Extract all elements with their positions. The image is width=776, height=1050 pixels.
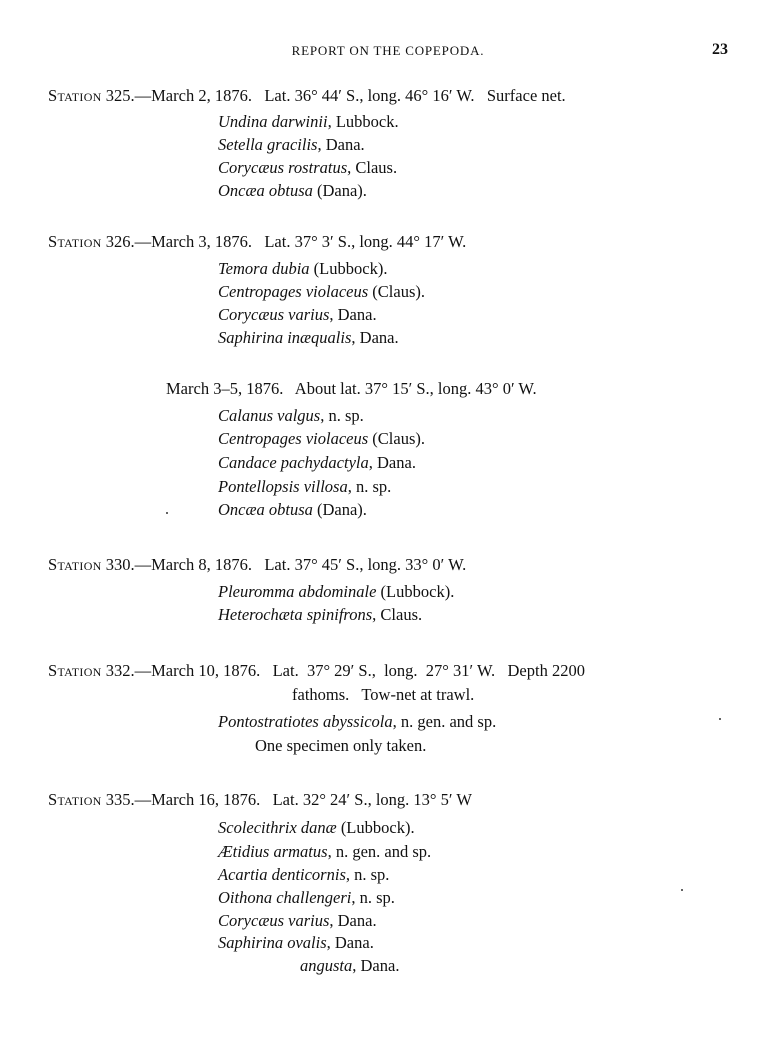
species-authority: , n. sp. xyxy=(345,865,390,884)
species-name: Oncæa obtusa xyxy=(218,181,313,200)
trawl-3-5-heading: March 3–5, 1876. About lat. 37° 15′ S., long. 43° 0′ W. xyxy=(166,379,537,398)
species-entry xyxy=(218,842,431,862)
station-number: 326. xyxy=(101,232,135,251)
station-325-heading xyxy=(48,86,566,106)
species-name: Ætidius armatus xyxy=(218,842,328,861)
species-entry xyxy=(218,888,395,908)
species-entry xyxy=(218,328,399,348)
species-authority: , n. sp. xyxy=(351,888,395,907)
species-entry xyxy=(218,818,415,838)
station-label: Station xyxy=(48,661,102,680)
species-name: Saphirina ovalis xyxy=(218,933,327,952)
station-332-details-continued: fathoms. Tow-net at trawl. xyxy=(292,685,475,704)
species-entry xyxy=(218,477,391,497)
station-details: —March 2, 1876. Lat. 36° 44′ S., long. 46° 16′ W. Surface net. xyxy=(134,86,566,105)
species-authority: , Dana. xyxy=(351,328,399,347)
station-330-heading xyxy=(48,555,466,575)
species-name: Centropages violaceus xyxy=(218,429,369,448)
species-name: Undina darwinii xyxy=(218,112,328,131)
station-label: Station xyxy=(48,86,102,105)
species-name: Corycæus varius xyxy=(218,305,330,324)
species-name: Pleuromma abdominale xyxy=(218,582,377,601)
species-name: Scolecithrix danæ xyxy=(218,818,337,837)
page-number: 23 xyxy=(712,41,728,58)
species-authority: , Dana. xyxy=(326,933,374,952)
species-name: Setella gracilis xyxy=(218,135,318,154)
species-entry xyxy=(218,282,425,302)
station-number: 330. xyxy=(101,555,135,574)
species-name: Centropages violaceus xyxy=(218,282,369,301)
species-entry xyxy=(218,453,416,473)
species-authority: (Claus). xyxy=(368,282,425,301)
station-details: —March 3, 1876. Lat. 37° 3′ S., long. 44° 17′ W. xyxy=(134,232,467,251)
species-name: Corycæus rostratus xyxy=(218,158,348,177)
species-entry xyxy=(218,305,377,325)
species-name: Pontellopsis villosa xyxy=(218,477,348,496)
species-entry xyxy=(218,112,399,132)
species-entry xyxy=(218,712,496,732)
station-number: 332. xyxy=(101,661,135,680)
variety-authority: , Dana. xyxy=(352,956,400,975)
station-details: —March 8, 1876. Lat. 37° 45′ S., long. 33° 0′ W. xyxy=(134,555,467,574)
species-name: Temora dubia xyxy=(218,259,310,278)
species-authority: , n. sp. xyxy=(320,406,364,425)
species-name: Candace pachydactyla xyxy=(218,453,369,472)
species-authority: , Dana. xyxy=(317,135,365,154)
species-authority: , n. sp. xyxy=(347,477,392,496)
species-authority: , Lubbock. xyxy=(327,112,399,131)
running-header: REPORT ON THE COPEPODA. xyxy=(291,43,485,58)
station-326-heading xyxy=(48,232,466,252)
species-authority: (Lubbock). xyxy=(376,582,455,601)
species-name: Oncæa obtusa xyxy=(218,500,313,519)
species-authority: (Lubbock). xyxy=(309,259,388,278)
station-number: 335. xyxy=(101,790,135,809)
species-entry xyxy=(218,605,422,625)
species-name: Calanus valgus xyxy=(218,406,321,425)
species-entry xyxy=(218,500,367,520)
species-entry xyxy=(218,865,389,885)
variety-name: angusta xyxy=(300,956,353,975)
species-entry xyxy=(218,429,425,449)
species-authority: , n. gen. and sp. xyxy=(327,842,432,861)
specimen-note: One specimen only taken. xyxy=(255,736,427,755)
species-entry xyxy=(218,406,364,426)
species-authority: (Dana). xyxy=(312,500,367,519)
species-authority: , n. gen. and sp. xyxy=(392,712,497,731)
species-authority: (Claus). xyxy=(368,429,425,448)
species-authority: (Dana). xyxy=(312,181,367,200)
species-entry xyxy=(218,135,365,155)
species-authority: , Claus. xyxy=(372,605,423,624)
species-authority: (Lubbock). xyxy=(336,818,415,837)
species-entry xyxy=(218,911,377,931)
print-speck xyxy=(681,889,683,891)
station-label: Station xyxy=(48,790,102,809)
station-number: 325. xyxy=(101,86,135,105)
species-name: Saphirina inæqualis xyxy=(218,328,352,347)
species-entry xyxy=(218,259,387,279)
station-label: Station xyxy=(48,232,102,251)
species-name: Heterochæta spinifrons xyxy=(218,605,373,624)
variety-entry xyxy=(300,956,399,976)
print-speck xyxy=(719,718,721,720)
species-entry xyxy=(218,933,374,953)
species-name: Acartia denticornis xyxy=(218,865,346,884)
station-label: Station xyxy=(48,555,102,574)
species-name: Oithona challengeri xyxy=(218,888,352,907)
species-authority: , Dana. xyxy=(329,305,377,324)
species-authority: , Claus. xyxy=(347,158,398,177)
species-entry xyxy=(218,158,397,178)
species-authority: , Dana. xyxy=(368,453,416,472)
station-335-heading xyxy=(48,790,472,810)
species-authority: , Dana. xyxy=(329,911,377,930)
species-entry xyxy=(218,181,367,201)
print-speck xyxy=(166,512,168,514)
species-name: Pontostratiotes abyssicola xyxy=(218,712,393,731)
station-details: —March 10, 1876. Lat. 37° 29′ S., long. 27° 31′ W. Depth 2200 xyxy=(134,661,585,680)
station-332-heading xyxy=(48,661,585,681)
species-name: Corycæus varius xyxy=(218,911,330,930)
species-entry xyxy=(218,582,454,602)
station-details: —March 16, 1876. Lat. 32° 24′ S., long. 13° 5′ W xyxy=(134,790,472,809)
